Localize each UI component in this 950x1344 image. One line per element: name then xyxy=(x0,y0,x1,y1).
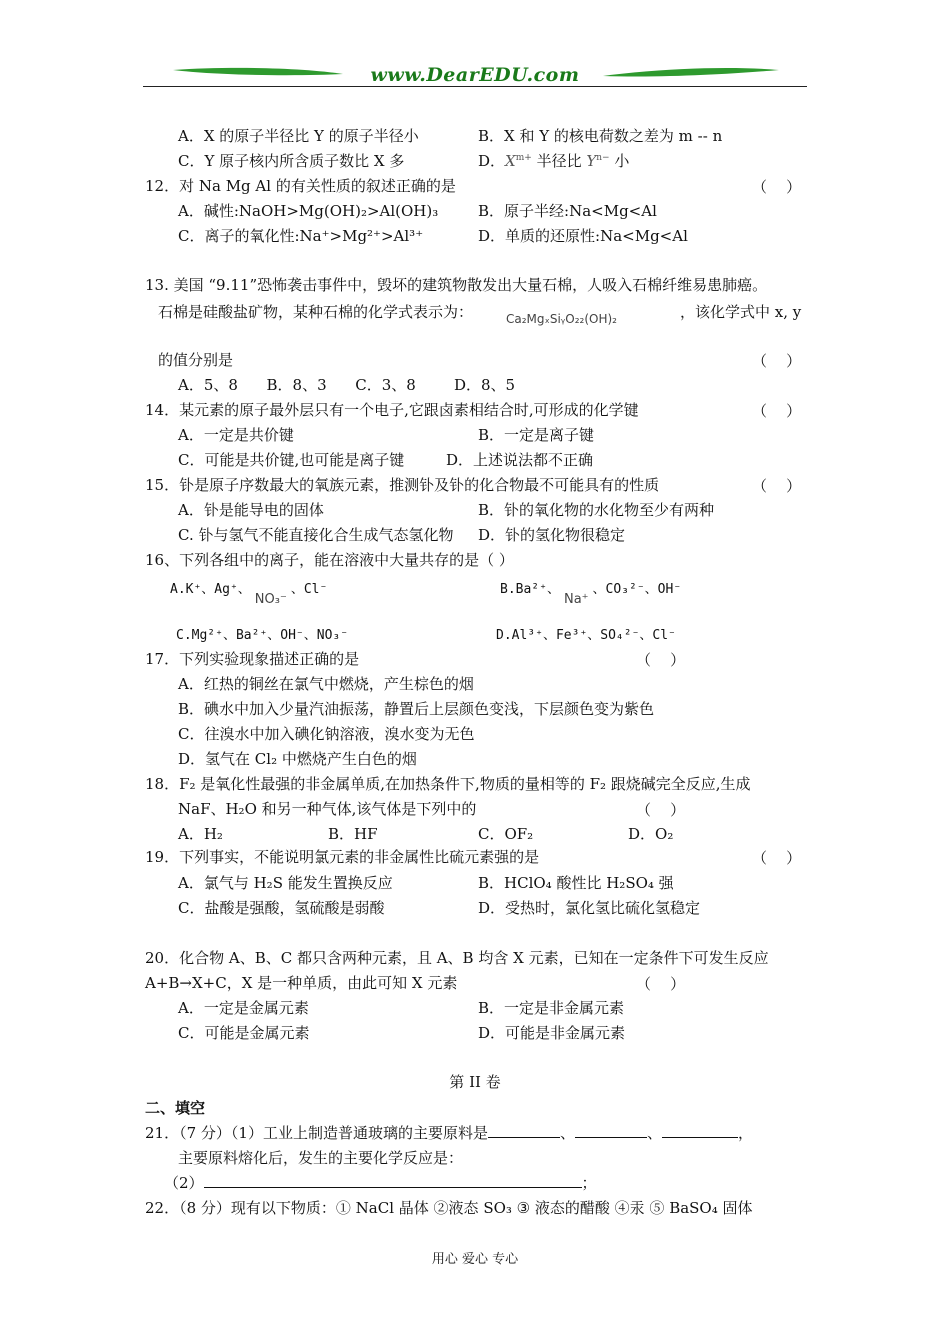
q19-stem: 19．下列事实，不能说明氯元素的非金属性比硫元素强的是 xyxy=(145,848,540,866)
q21-blank-4[interactable] xyxy=(204,1173,582,1188)
q18-option-d: D．O₂ xyxy=(628,825,674,843)
q14-answer-paren: （ ） xyxy=(752,402,802,420)
q17-option-b: B．碘水中加入少量汽油振荡，静置后上层颜色变浅，下层颜色变为紫色 xyxy=(178,700,655,718)
q13-answer-paren: （ ） xyxy=(752,352,802,370)
q12-option-c: C．离子的氧化性:Na⁺>Mg²⁺>Al³⁺ xyxy=(178,227,424,245)
q18-line1: 18．F₂ 是氧化性最强的非金属单质,在加热条件下,物质的量相等的 F₂ 跟烧碱完全反应,生成 xyxy=(145,775,751,793)
footer-motto: 用心 爱心 专心 xyxy=(431,1252,519,1267)
q21-blank-2[interactable] xyxy=(575,1123,647,1138)
q15-option-c: C. 钋与氢气不能直接化合生成气态氢化物 xyxy=(178,526,454,544)
q11-option-a: A．X 的原子半径比 Y 的原子半径小 xyxy=(178,127,419,145)
ion-y: Y xyxy=(586,152,597,170)
q17-stem: 17．下列实验现象描述正确的是 xyxy=(145,650,360,668)
q13-line2-suffix: ，该化学式中 x, y xyxy=(680,303,802,321)
q20-option-d: D．可能是非金属元素 xyxy=(478,1024,626,1042)
q13-line1: 13. 美国 “9.11”恐怖袭击事件中，毁坏的建筑物散发出大量石棉，人吸入石棉纤维易患肺癌。 xyxy=(145,276,768,294)
q17-option-c: C．往溴水中加入碘化钠溶液，溴水变为无色 xyxy=(178,725,475,743)
q12-option-b: B．原子半经:Na<Mg<Al xyxy=(478,202,657,220)
q19-option-d: D．受热时，氯化氢比硫化氢稳定 xyxy=(478,899,701,917)
q21-blank-1[interactable] xyxy=(488,1123,560,1138)
q11-option-d: D．$X^{m+}$ 半径比 $Y^{n-}$ 小 xyxy=(478,152,630,170)
q14-option-c: C．可能是共价键,也可能是离子键 xyxy=(178,451,405,469)
q17-option-d: D．氢气在 Cl₂ 中燃烧产生白色的烟 xyxy=(178,750,417,768)
q19-option-c: C．盐酸是强酸，氢硫酸是弱酸 xyxy=(178,899,385,917)
q11-option-c: C．Y 原子核内所含质子数比 X 多 xyxy=(178,152,405,170)
q21-line2: 主要原料熔化后，发生的主要化学反应是： xyxy=(178,1149,464,1167)
q15-option-b: B．钋的氧化物的水化物至少有两种 xyxy=(478,501,715,519)
q19-answer-paren: （ ） xyxy=(752,849,802,867)
q20-option-a: A．一定是金属元素 xyxy=(178,999,309,1017)
q16-stem: 16、下列各组中的离子，能在溶液中大量共存的是（ ） xyxy=(145,551,514,569)
q16-option-c: C.Mg²⁺、Ba²⁺、OH⁻、NO₃⁻ xyxy=(176,628,349,643)
q14-option-d: D．上述说法都不正确 xyxy=(446,451,594,469)
section-fill-in: 二、填空 xyxy=(145,1099,206,1117)
q16-option-b: B.Ba²⁺、Na⁺、CO₃²⁻、OH⁻ xyxy=(500,582,682,607)
q20-answer-paren: （ ） xyxy=(636,975,686,993)
q20-line2: A+B→X+C，X 是一种单质，由此可知 X 元素 xyxy=(145,974,458,992)
q16-option-d: D.Al³⁺、Fe³⁺、SO₄²⁻、Cl⁻ xyxy=(496,628,676,643)
q15-stem: 15．钋是原子序数最大的氧族元素，推测钋及钋的化合物最不可能具有的性质 xyxy=(145,476,660,494)
q14-stem: 14．某元素的原子最外层只有一个电子,它跟卤素相结合时,可形成的化学键 xyxy=(145,401,639,419)
q18-option-c: C．OF₂ xyxy=(478,825,534,843)
q18-option-b: B．HF xyxy=(328,825,378,843)
q13-options: A．5、8 B．8、3 C．3、8 D．8、5 xyxy=(178,376,516,394)
header-logo-text: www.DearEDU.com xyxy=(370,64,580,86)
q21-line3: （2） ； xyxy=(164,1174,597,1192)
part2-title: 第 II 卷 xyxy=(449,1073,501,1091)
q14-option-b: B．一定是离子键 xyxy=(478,426,595,444)
q20-option-c: C．可能是金属元素 xyxy=(178,1024,310,1042)
q15-answer-paren: （ ） xyxy=(752,477,802,495)
q20-option-b: B．一定是非金属元素 xyxy=(478,999,625,1017)
q15-option-d: D．钋的氢化物很稳定 xyxy=(478,526,626,544)
q19-option-b: B．HClO₄ 酸性比 H₂SO₄ 强 xyxy=(478,874,674,892)
q22-stem: 22．（8 分）现有以下物质：① NaCl 晶体 ②液态 SO₃ ③ 液态的醋酸 ④汞 ⑤ BaSO₄ 固体 xyxy=(145,1199,753,1217)
q11-option-b: B．X 和 Y 的核电荷数之差为 m -- n xyxy=(478,127,723,145)
q19-option-a: A．氯气与 H₂S 能发生置换反应 xyxy=(178,874,393,892)
q17-answer-paren: （ ） xyxy=(636,651,686,669)
q12-stem: 12．对 Na Mg Al 的有关性质的叙述正确的是 xyxy=(145,177,456,195)
q13-line2-prefix: 石棉是硅酸盐矿物，某种石棉的化学式表示为： xyxy=(158,303,474,321)
q18-option-a: A．H₂ xyxy=(178,825,223,843)
q21-line1: 21．（7 分）（1）工业上制造普通玻璃的主要原料是 、 、 ， xyxy=(145,1124,753,1142)
q13-line3: 的值分别是 xyxy=(158,351,234,369)
q21-blank-3[interactable] xyxy=(662,1123,738,1138)
q12-option-d: D．单质的还原性:Na<Mg<Al xyxy=(478,227,688,245)
q20-line1: 20．化合物 A、B、C 都只含两种元素，且 A、B 均含 X 元素，已知在一定条件下可发生反应 xyxy=(145,949,769,967)
nitrate-ion: NO₃⁻ xyxy=(254,592,287,607)
ion-x: X xyxy=(505,152,516,170)
q17-option-a: A．红热的铜丝在氯气中燃烧，产生棕色的烟 xyxy=(178,675,474,693)
q12-answer-paren: （ ） xyxy=(752,178,802,196)
header-divider xyxy=(143,86,807,87)
q18-answer-paren: （ ） xyxy=(636,801,686,819)
q18-line2: NaF、H₂O 和另一种气体,该气体是下列中的 xyxy=(178,800,477,818)
q13-formula: Ca₂MgₓSiᵧO₂₂(OH)₂ xyxy=(506,312,617,326)
q15-option-a: A．钋是能导电的固体 xyxy=(178,501,324,519)
sodium-ion: Na⁺ xyxy=(563,592,589,607)
q16-option-a: A.K⁺、Ag⁺、NO₃⁻、Cl⁻ xyxy=(170,582,328,607)
q12-option-a: A．碱性:NaOH>Mg(OH)₂>Al(OH)₃ xyxy=(178,202,439,220)
q14-option-a: A．一定是共价键 xyxy=(178,426,294,444)
